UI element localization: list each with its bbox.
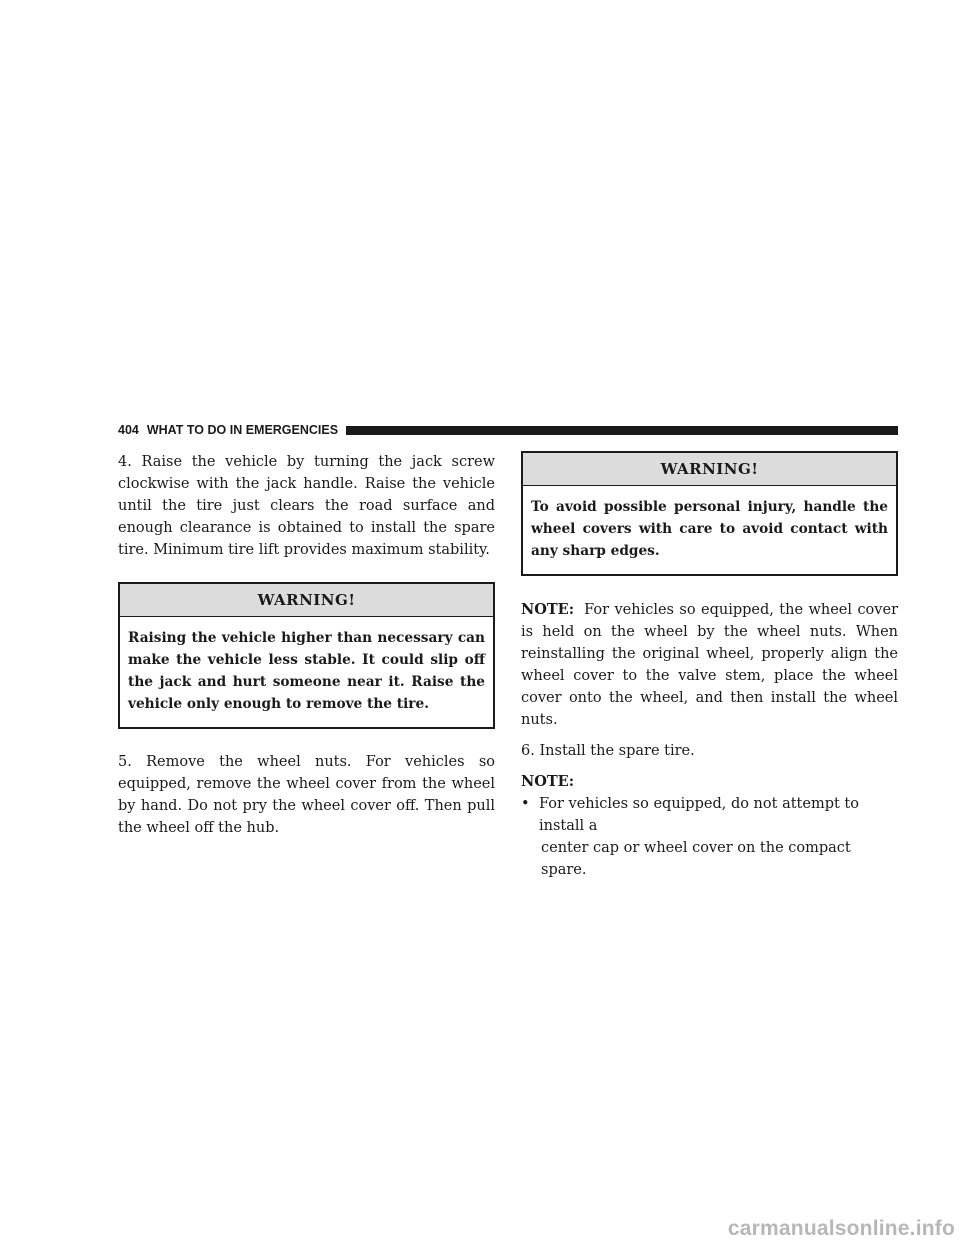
- warning-text: To avoid possible personal injury, handle the wheel covers with care to avoid contact with any sharp edges.: [531, 499, 888, 559]
- page-header: [118, 421, 898, 439]
- warning-text: Raising the vehicle higher than necessary can make the vehicle less stable. It could slip off the jack and hurt someone near it. Raise the vehicle only enough to remove the tire.: [128, 630, 485, 712]
- warning-title: WARNING!: [120, 584, 493, 617]
- note-label: NOTE:: [521, 601, 575, 618]
- section-title: WHAT TO DO IN EMERGENCIES: [146, 423, 339, 437]
- list-item: [521, 793, 898, 881]
- step-5-text: 5. Remove the wheel nuts. For vehicles so equipped, remove the wheel cover from the wheel by hand. Do not pry the wheel cover off. Then pull the wheel off the hub.: [118, 754, 495, 836]
- warning-title: WARNING!: [523, 453, 896, 486]
- right-column: [521, 451, 898, 881]
- warning-box-wheel-covers: [521, 451, 898, 576]
- bullet-icon: •: [521, 796, 530, 812]
- warning-box-raise: [118, 582, 495, 729]
- step-6-text: 6. Install the spare tire.: [521, 743, 695, 759]
- note-label-2: NOTE:: [521, 773, 575, 790]
- step-4-text: 4. Raise the vehicle by turning the jack screw clockwise with the jack handle. Raise the vehicle until the tire just clears the road surface and enough clearance is obtained to install the spare tire. Minimum tire lift provides maximum stability.: [118, 454, 495, 558]
- header-rule: [346, 426, 898, 435]
- watermark: carmanualsonline.info: [727, 1217, 955, 1240]
- bullet-text-line-1: For vehicles so equipped, do not attempt to install a: [539, 796, 859, 834]
- bullet-text-line-2: center cap or wheel cover on the compact spare.: [541, 840, 851, 878]
- page-number: 404: [118, 423, 139, 437]
- note-text: For vehicles so equipped, the wheel cover is held on the wheel by the wheel nuts. When reinstalling the original wheel, properly align the wheel cover to the valve stem, place the wheel cover onto the wheel, and then install the wheel nuts.: [521, 602, 898, 728]
- left-column: [118, 451, 495, 839]
- note-wheel-cover: [521, 599, 898, 731]
